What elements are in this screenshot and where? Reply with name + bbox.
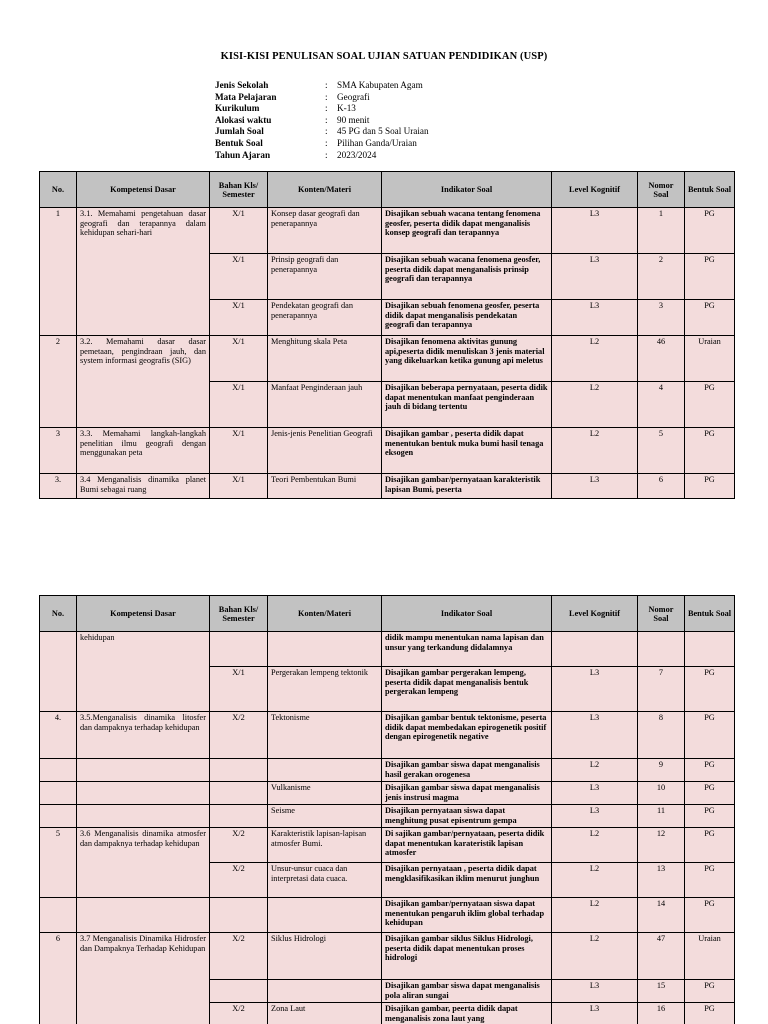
cell-bentuk-soal: PG <box>685 474 735 499</box>
cell-nomor-soal: 8 <box>638 712 685 759</box>
cell-level-kognitif: L3 <box>552 254 638 300</box>
info-value: Geografi <box>337 91 370 102</box>
cell-bahan-kelas <box>210 805 268 828</box>
header-bentuk-soal: Bentuk Soal <box>685 596 735 632</box>
cell-indikator-soal: Disajikan pernyataan , peserta didik dapat mengklasifikasikan iklim menurut junghun <box>382 863 552 898</box>
cell-nomor-soal: 5 <box>638 428 685 474</box>
table-row <box>40 632 735 667</box>
info-value: 45 PG dan 5 Soal Uraian <box>337 126 429 137</box>
cell-nomor-soal: 7 <box>638 667 685 712</box>
cell-indikator-soal: Disajikan sebuah wacana tentang fenomena geosfer, peserta didik dapat menganalisis konsep geografi dan terapannya <box>382 208 552 254</box>
cell-level-kognitif: L3 <box>552 980 638 1003</box>
cell-indikator-soal: Di sajikan gambar/pernyataan, peserta didik dapat menentukan karateristik lapisan atmosfer <box>382 828 552 863</box>
cell-bahan-kelas <box>210 898 268 933</box>
cell-level-kognitif: L2 <box>552 428 638 474</box>
cell-no: 4. <box>40 712 77 759</box>
cell-kompetensi-dasar: 3.3. Memahami langkah-langkah penelitian ilmu geografi dengan menggunakan peta <box>77 428 210 474</box>
kisi-kisi-table-2 <box>39 595 735 1024</box>
cell-konten-materi: Menghitung skala Peta <box>268 336 382 382</box>
cell-level-kognitif <box>552 632 638 667</box>
header-kompetensi-dasar: Kompetensi Dasar <box>77 172 210 208</box>
cell-bentuk-soal: PG <box>685 428 735 474</box>
header-kompetensi-dasar: Kompetensi Dasar <box>77 596 210 632</box>
cell-konten-materi <box>268 980 382 1003</box>
cell-bahan-kelas: X/2 <box>210 863 268 898</box>
cell-nomor-soal: 11 <box>638 805 685 828</box>
info-colon: : <box>325 114 328 125</box>
cell-indikator-soal: Disajikan gambar , peserta didik dapat menentukan bentuk muka bumi hasil tenaga eksogen <box>382 428 552 474</box>
cell-bahan-kelas: X/1 <box>210 208 268 254</box>
header-no: No. <box>40 596 77 632</box>
cell-bentuk-soal: PG <box>685 863 735 898</box>
cell-bentuk-soal: PG <box>685 1003 735 1024</box>
cell-bahan-kelas <box>210 980 268 1003</box>
cell-kompetensi-dasar: 3.4 Menganalisis dinamika planet Bumi sebagai ruang <box>77 474 210 499</box>
cell-bentuk-soal: Uraian <box>685 336 735 382</box>
cell-konten-materi <box>268 759 382 782</box>
cell-bentuk-soal: PG <box>685 254 735 300</box>
cell-konten-materi: Pergerakan lempeng tektonik <box>268 667 382 712</box>
info-label: Alokasi waktu <box>215 114 272 125</box>
info-label: Tahun Ajaran <box>215 149 271 160</box>
cell-bentuk-soal: PG <box>685 782 735 805</box>
cell-nomor-soal: 12 <box>638 828 685 863</box>
cell-indikator-soal: Disajikan gambar/pernyataan karakteristik lapisan Bumi, peserta <box>382 474 552 499</box>
cell-bentuk-soal: PG <box>685 667 735 712</box>
cell-nomor-soal: 47 <box>638 933 685 980</box>
table-row <box>40 759 735 782</box>
cell-konten-materi: Karakteristik lapisan-lapisan atmosfer Bumi. <box>268 828 382 863</box>
cell-bentuk-soal: PG <box>685 828 735 863</box>
info-value: SMA Kabupaten Agam <box>337 80 423 90</box>
cell-kompetensi-dasar <box>77 805 210 828</box>
info-row <box>215 150 429 162</box>
cell-bahan-kelas: X/1 <box>210 474 268 499</box>
cell-bentuk-soal: Uraian <box>685 933 735 980</box>
cell-level-kognitif: L2 <box>552 759 638 782</box>
cell-nomor-soal <box>638 632 685 667</box>
cell-indikator-soal: Disajikan gambar/pernyataan siswa dapat menentukan pengaruh iklim global terhadap kehidupan <box>382 898 552 933</box>
cell-kompetensi-dasar: 3.5.Menganalisis dinamika litosfer dan dampaknya terhadap kehidupan <box>77 712 210 759</box>
cell-bahan-kelas: X/2 <box>210 828 268 863</box>
header-indikator-soal: Indikator Soal <box>382 596 552 632</box>
cell-konten-materi: Teori Pembentukan Bumi <box>268 474 382 499</box>
table-header-row <box>40 172 735 208</box>
header-level-kognitif: Level Kognitif <box>552 596 638 632</box>
cell-indikator-soal: Disajikan sebuah fenomena geosfer, peserta didik dapat menganalisis pendekatan geografi dan terapannya <box>382 300 552 336</box>
cell-konten-materi <box>268 632 382 667</box>
document-title: KISI-KISI PENULISAN SOAL UJIAN SATUAN PENDIDIKAN (USP) <box>220 51 548 62</box>
cell-kompetensi-dasar: 3.6 Menganalisis dinamika atmosfer dan dampaknya terhadap kehidupan <box>77 828 210 898</box>
cell-nomor-soal: 6 <box>638 474 685 499</box>
cell-indikator-soal: Disajikan fenomena aktivitas gunung api,peserta didik menuliskan 3 jenis material yang dikeluarkan ketika gunung api meletus <box>382 336 552 382</box>
info-row <box>215 80 429 92</box>
cell-indikator-soal: Disajikan gambar bentuk tektonisme, peserta didik dapat membedakan epirogenetik positif dengan epirogenetik negative <box>382 712 552 759</box>
info-colon: : <box>325 137 328 148</box>
cell-bentuk-soal: PG <box>685 382 735 428</box>
table-row <box>40 474 735 499</box>
info-row <box>215 138 429 150</box>
cell-nomor-soal: 1 <box>638 208 685 254</box>
cell-indikator-soal: Disajikan gambar siswa dapat menganalisis hasil gerakan orogenesa <box>382 759 552 782</box>
cell-indikator-soal: Disajikan pernyataan siswa dapat menghitung pusat episentrum gempa <box>382 805 552 828</box>
cell-bahan-kelas: X/2 <box>210 712 268 759</box>
cell-nomor-soal: 46 <box>638 336 685 382</box>
cell-bahan-kelas: X/1 <box>210 667 268 712</box>
cell-bahan-kelas: X/2 <box>210 933 268 980</box>
cell-bentuk-soal: PG <box>685 980 735 1003</box>
table-row <box>40 428 735 474</box>
info-value: 90 menit <box>337 114 370 125</box>
cell-indikator-soal: Disajikan beberapa pernyataan, peserta didik dapat menentukan manfaat penginderaan jauh di bidang tertentu <box>382 382 552 428</box>
info-label: Kurikulum <box>215 103 260 114</box>
document-info <box>215 80 429 161</box>
cell-no <box>40 632 77 712</box>
cell-bentuk-soal: PG <box>685 300 735 336</box>
cell-bahan-kelas <box>210 782 268 805</box>
cell-konten-materi: Vulkanisme <box>268 782 382 805</box>
info-colon: : <box>325 103 328 114</box>
cell-kompetensi-dasar: 3.1. Memahami pengetahuan dasar geografi dan terapannya dalam kehidupan sehari-hari <box>77 208 210 336</box>
info-label: Mata Pelajaran <box>215 91 277 102</box>
cell-konten-materi: Seisme <box>268 805 382 828</box>
cell-nomor-soal: 10 <box>638 782 685 805</box>
cell-kompetensi-dasar: 3.2. Memahami dasar dasar pemetaan, pengindraan jauh, dan system informasi geografis (SIG) <box>77 336 210 428</box>
cell-no: 3. <box>40 474 77 499</box>
cell-level-kognitif: L3 <box>552 1003 638 1024</box>
info-colon: : <box>325 149 328 160</box>
kisi-kisi-table-1 <box>39 171 735 499</box>
cell-bentuk-soal <box>685 632 735 667</box>
cell-bahan-kelas <box>210 632 268 667</box>
cell-bentuk-soal: PG <box>685 898 735 933</box>
cell-indikator-soal: Disajikan sebuah wacana fenomena geosfer, peserta didik dapat menganalisis prinsip geografi dan terapannya <box>382 254 552 300</box>
cell-level-kognitif: L3 <box>552 474 638 499</box>
cell-konten-materi <box>268 898 382 933</box>
cell-nomor-soal: 4 <box>638 382 685 428</box>
cell-level-kognitif: L3 <box>552 208 638 254</box>
cell-nomor-soal: 3 <box>638 300 685 336</box>
cell-no: 3 <box>40 428 77 474</box>
cell-konten-materi: Zona Laut <box>268 1003 382 1024</box>
cell-level-kognitif: L2 <box>552 336 638 382</box>
cell-kompetensi-dasar <box>77 898 210 933</box>
info-value: K-13 <box>337 103 356 114</box>
cell-kompetensi-dasar <box>77 759 210 782</box>
cell-level-kognitif: L3 <box>552 712 638 759</box>
table-row <box>40 898 735 933</box>
header-nomor-soal: Nomor Soal <box>638 172 685 208</box>
cell-bahan-kelas: X/1 <box>210 254 268 300</box>
cell-nomor-soal: 13 <box>638 863 685 898</box>
header-bahan-kelas: Bahan Kls/ Semester <box>210 172 268 208</box>
cell-bentuk-soal: PG <box>685 712 735 759</box>
cell-level-kognitif: L2 <box>552 933 638 980</box>
cell-no: 2 <box>40 336 77 428</box>
cell-level-kognitif: L3 <box>552 300 638 336</box>
cell-nomor-soal: 15 <box>638 980 685 1003</box>
cell-bahan-kelas: X/1 <box>210 300 268 336</box>
table-row <box>40 933 735 980</box>
cell-no <box>40 805 77 828</box>
cell-indikator-soal: Disajikan gambar siswa dapat menganalisis jenis instrusi magma <box>382 782 552 805</box>
cell-konten-materi: Tektonisme <box>268 712 382 759</box>
info-value: Pilihan Ganda/Uraian <box>337 137 417 148</box>
info-colon: : <box>325 126 328 137</box>
info-label: Jenis Sekolah <box>215 80 269 90</box>
table-header-row <box>40 596 735 632</box>
cell-nomor-soal: 9 <box>638 759 685 782</box>
table-row <box>40 208 735 254</box>
cell-konten-materi: Jenis-jenis Penelitian Geografi <box>268 428 382 474</box>
cell-bentuk-soal: PG <box>685 208 735 254</box>
header-konten-materi: Konten/Materi <box>268 172 382 208</box>
cell-level-kognitif: L2 <box>552 898 638 933</box>
cell-konten-materi: Unsur-unsur cuaca dan interpretasi data cuaca. <box>268 863 382 898</box>
info-row <box>215 126 429 138</box>
cell-level-kognitif: L2 <box>552 828 638 863</box>
cell-bahan-kelas: X/1 <box>210 428 268 474</box>
cell-no: 5 <box>40 828 77 898</box>
info-colon: : <box>325 91 328 102</box>
cell-no <box>40 782 77 805</box>
info-row <box>215 103 429 115</box>
header-no: No. <box>40 172 77 208</box>
table-row <box>40 782 735 805</box>
cell-konten-materi: Manfaat Penginderaan jauh <box>268 382 382 428</box>
cell-indikator-soal: Disajikan gambar siklus Siklus Hidrologi, peserta didik dapat menentukan proses hidrologi <box>382 933 552 980</box>
cell-indikator-soal: Disajikan gambar pergerakan lempeng, peserta didik dapat menganalisis bentuk pergerakan lempeng <box>382 667 552 712</box>
cell-kompetensi-dasar: 3.7 Menganalisis Dinamika Hidrosfer dan Dampaknya Terhadap Kehidupan <box>77 933 210 1024</box>
cell-kompetensi-dasar: kehidupan <box>77 632 210 712</box>
info-value: 2023/2024 <box>337 149 377 160</box>
header-bahan-kelas: Bahan Kls/ Semester <box>210 596 268 632</box>
cell-no: 1 <box>40 208 77 336</box>
header-nomor-soal: Nomor Soal <box>638 596 685 632</box>
cell-nomor-soal: 16 <box>638 1003 685 1024</box>
header-level-kognitif: Level Kognitif <box>552 172 638 208</box>
table-row <box>40 805 735 828</box>
cell-bahan-kelas: X/1 <box>210 336 268 382</box>
table-row <box>40 712 735 759</box>
cell-konten-materi: Konsep dasar geografi dan penerapannya <box>268 208 382 254</box>
cell-level-kognitif: L3 <box>552 667 638 712</box>
table-row <box>40 828 735 863</box>
cell-no <box>40 759 77 782</box>
cell-konten-materi: Pendekatan geografi dan penerapannya <box>268 300 382 336</box>
cell-indikator-soal: Disajikan gambar, peerta didik dapat menganalisis zona laut yang <box>382 1003 552 1024</box>
header-konten-materi: Konten/Materi <box>268 596 382 632</box>
cell-no: 6 <box>40 933 77 1024</box>
cell-bentuk-soal: PG <box>685 759 735 782</box>
info-row <box>215 92 429 104</box>
info-row <box>215 115 429 127</box>
cell-nomor-soal: 14 <box>638 898 685 933</box>
cell-bentuk-soal: PG <box>685 805 735 828</box>
cell-level-kognitif: L2 <box>552 382 638 428</box>
cell-kompetensi-dasar <box>77 782 210 805</box>
cell-indikator-soal: didik mampu menentukan nama lapisan dan unsur yang terkandung didalamnya <box>382 632 552 667</box>
cell-level-kognitif: L2 <box>552 863 638 898</box>
cell-bahan-kelas <box>210 759 268 782</box>
header-indikator-soal: Indikator Soal <box>382 172 552 208</box>
cell-level-kognitif: L3 <box>552 782 638 805</box>
cell-indikator-soal: Disajikan gambar siswa dapat menganalisis pola aliran sungai <box>382 980 552 1003</box>
info-label: Jumlah Soal <box>215 126 264 137</box>
info-colon: : <box>325 80 328 90</box>
cell-nomor-soal: 2 <box>638 254 685 300</box>
cell-bahan-kelas: X/1 <box>210 382 268 428</box>
cell-konten-materi: Siklus Hidrologi <box>268 933 382 980</box>
table-row <box>40 336 735 382</box>
cell-no <box>40 898 77 933</box>
cell-level-kognitif: L3 <box>552 805 638 828</box>
cell-bahan-kelas: X/2 <box>210 1003 268 1024</box>
header-bentuk-soal: Bentuk Soal <box>685 172 735 208</box>
cell-konten-materi: Prinsip geografi dan penerapannya <box>268 254 382 300</box>
info-label: Bentuk Soal <box>215 137 263 148</box>
